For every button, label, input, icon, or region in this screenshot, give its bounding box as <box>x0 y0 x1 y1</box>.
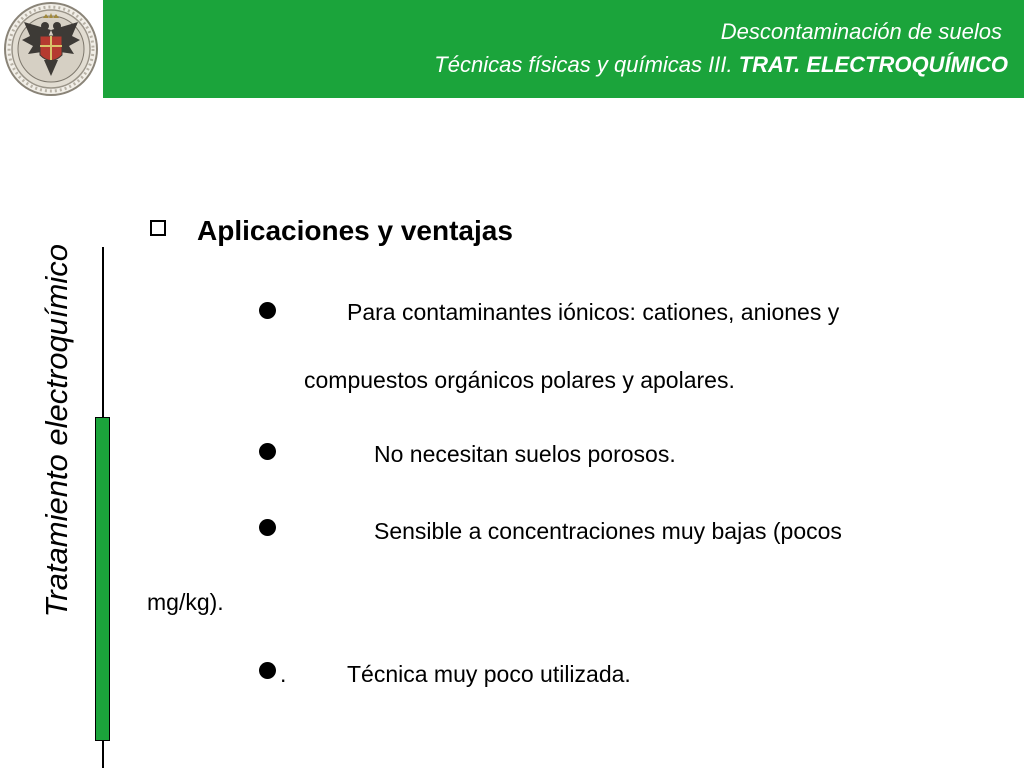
bullet-dot-icon <box>259 519 276 536</box>
bullet-3-line-2: mg/kg). <box>147 589 224 615</box>
square-bullet-icon <box>150 220 166 236</box>
bullet-4-marker-suffix: . <box>280 661 287 687</box>
bullet-1-line-2: compuestos orgánicos polares y apolares. <box>304 367 735 393</box>
university-crest-icon <box>0 0 103 98</box>
university-logo <box>0 0 103 98</box>
bullet-dot-icon <box>259 443 276 460</box>
bullet-dot-icon <box>259 302 276 319</box>
header-subtitle: Técnicas físicas y químicas III. <box>434 52 733 77</box>
bullet-3-line-1: Sensible a concentraciones muy bajas (pocos <box>374 518 842 544</box>
header-title-line2 <box>434 51 1008 79</box>
side-title-container <box>35 244 79 722</box>
header-section-title: TRAT. ELECTROQUÍMICO <box>738 52 1008 77</box>
section-heading: Aplicaciones y ventajas <box>197 215 513 246</box>
bullet-4-line-1: Técnica muy poco utilizada. <box>347 661 631 687</box>
bullet-dot-icon <box>259 662 276 679</box>
header-title-line1: Descontaminación de suelos <box>720 19 1002 44</box>
side-progress-bar <box>95 417 110 741</box>
side-title: Tratamiento electroquímico <box>39 244 74 618</box>
bullet-1-line-1: Para contaminantes iónicos: cationes, aniones y <box>347 299 840 325</box>
bullet-2-line-1: No necesitan suelos porosos. <box>374 441 676 467</box>
header-band <box>103 0 1024 98</box>
